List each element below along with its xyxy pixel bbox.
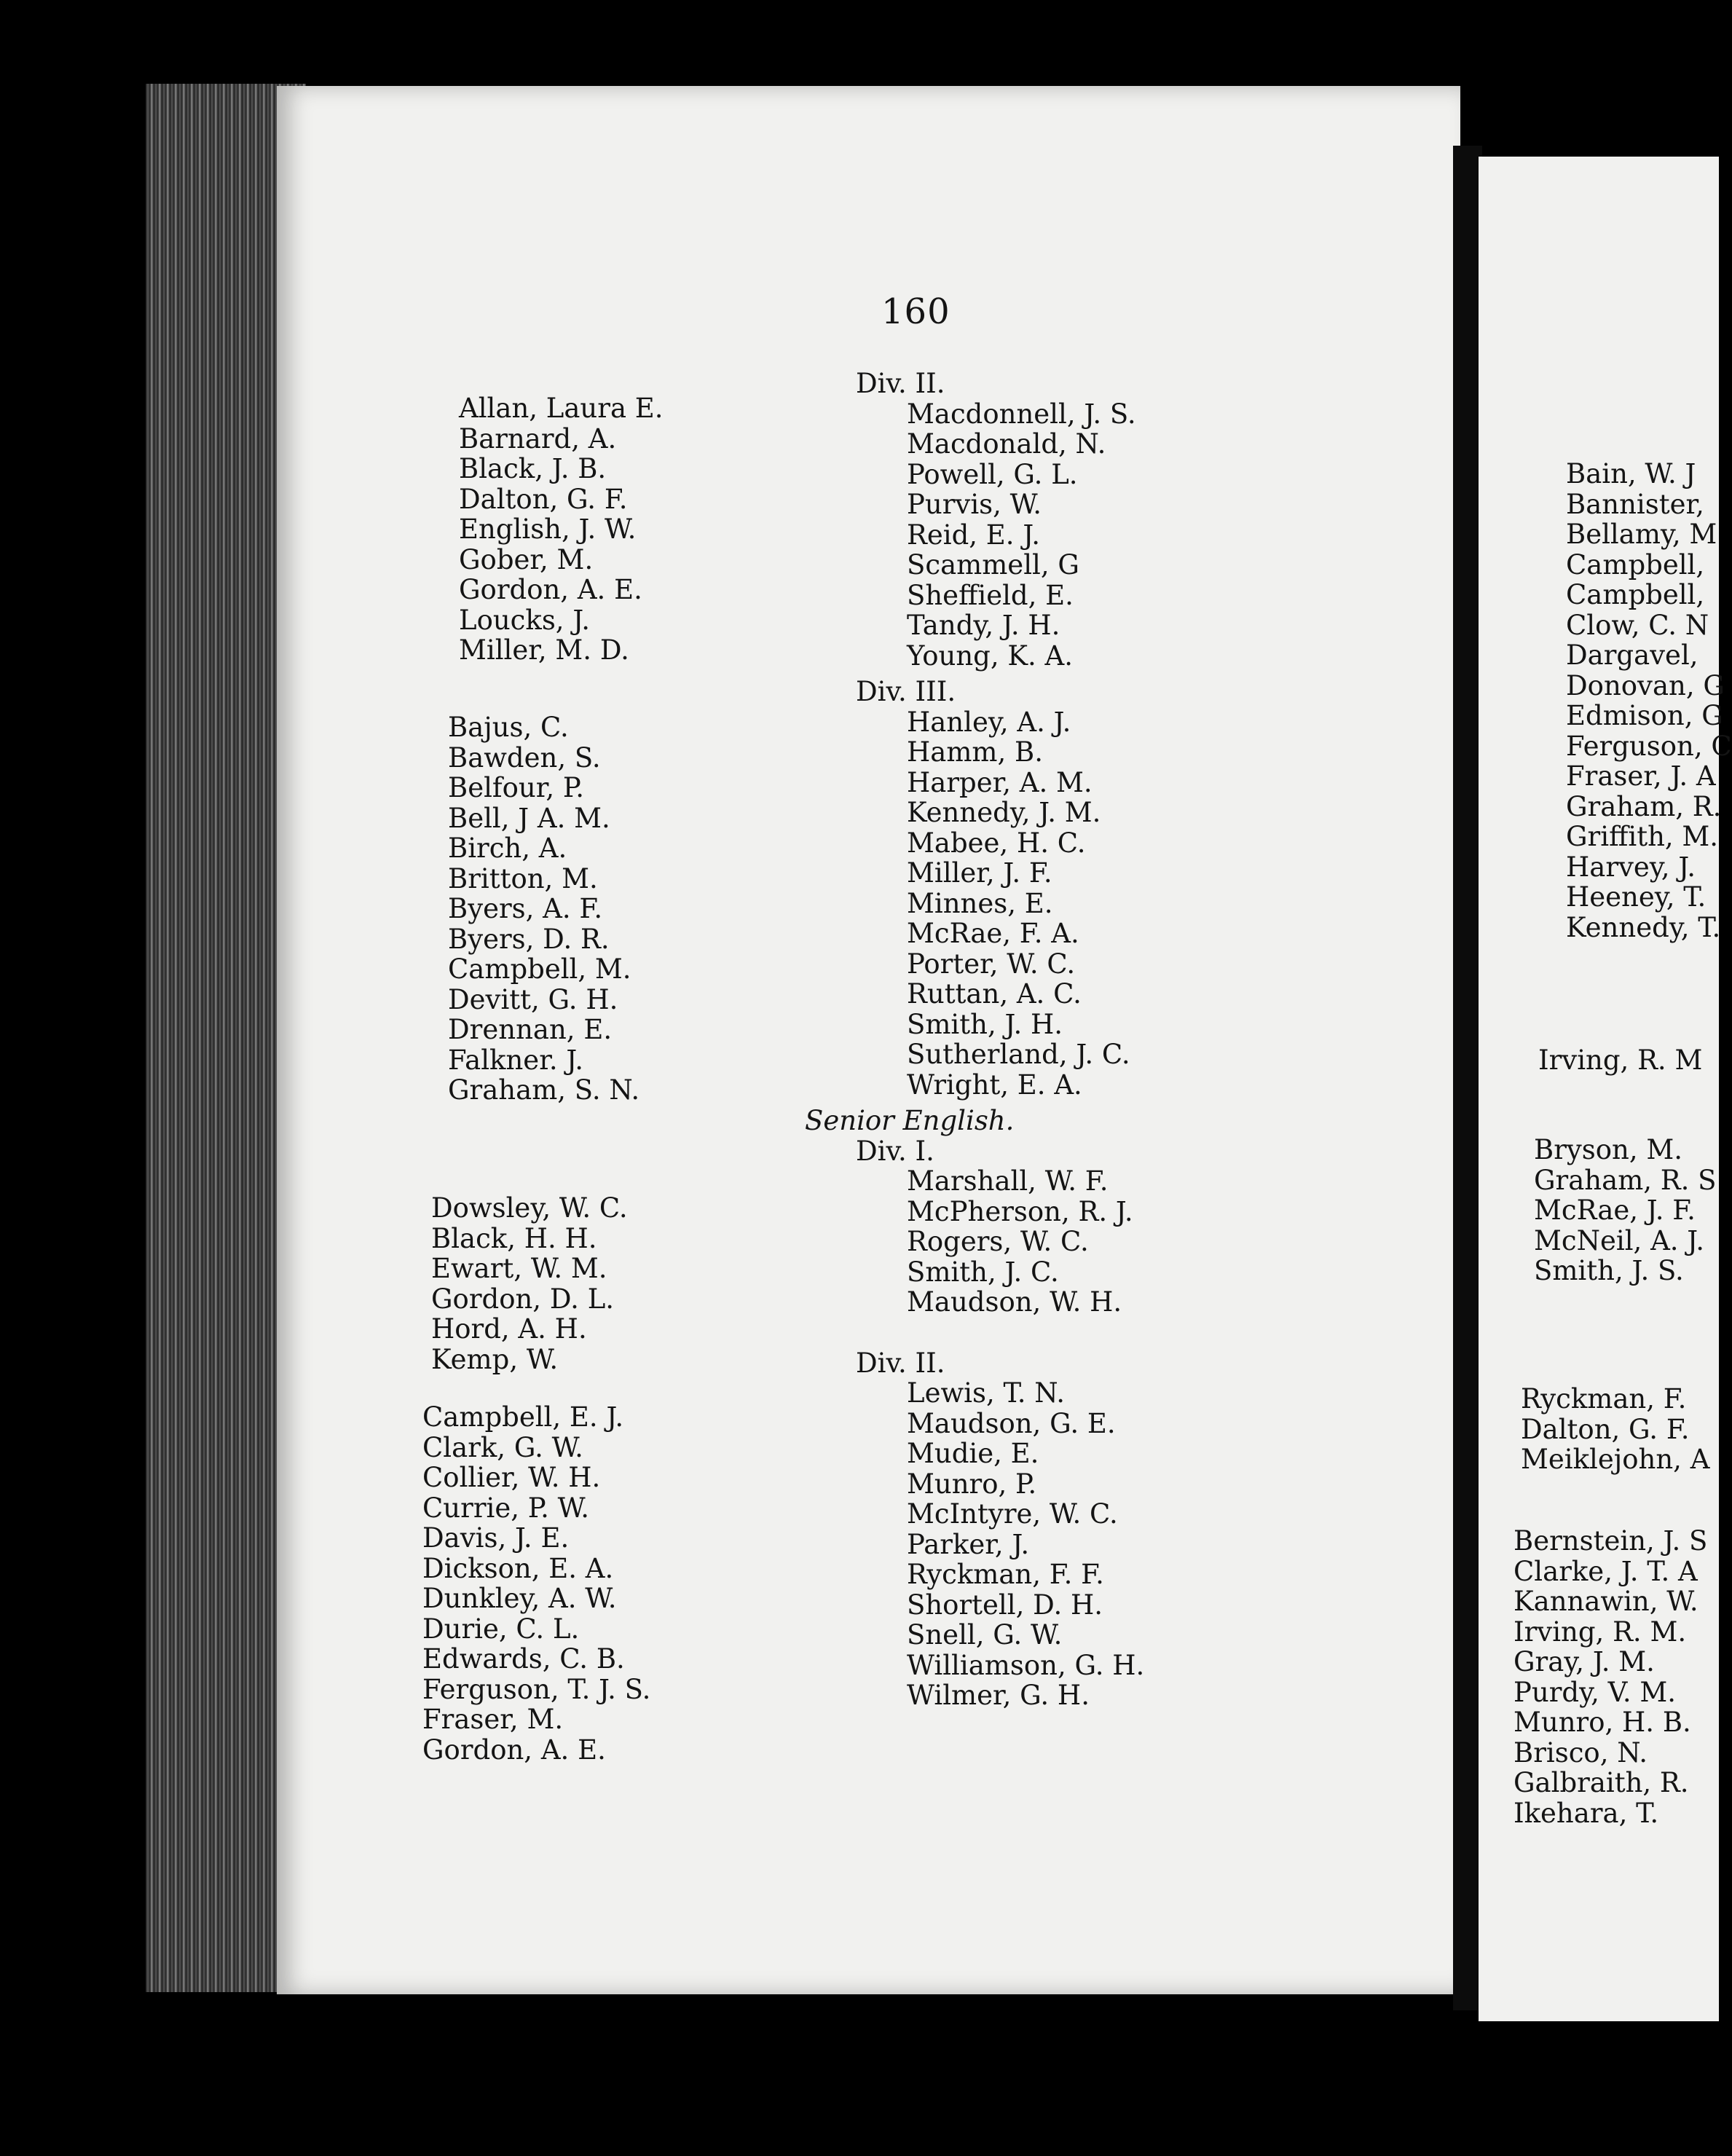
name-entry: Bernstein, J. S bbox=[1513, 1525, 1708, 1557]
name-entry: Currie, P. W. bbox=[422, 1492, 590, 1524]
name-entry: Meiklejohn, A bbox=[1521, 1444, 1710, 1475]
column-b bbox=[805, 368, 1145, 1711]
name-entry: Lewis, T. N. bbox=[907, 1377, 1066, 1409]
name-entry: Bellamy, M bbox=[1566, 519, 1717, 550]
name-entry: Collier, W. H. bbox=[422, 1462, 601, 1493]
name-entry: Purvis, W. bbox=[907, 489, 1042, 520]
column-a-group2 bbox=[448, 712, 639, 1106]
name-entry: Snell, G. W. bbox=[907, 1619, 1063, 1651]
name-entry: Kennedy, T. bbox=[1566, 911, 1721, 943]
name-entry: Irving, R. M bbox=[1538, 1044, 1703, 1076]
name-entry: Ruttan, A. C. bbox=[907, 978, 1082, 1010]
name-entry: Miller, M. D. bbox=[459, 634, 629, 666]
name-entry: Wilmer, G. H. bbox=[907, 1680, 1090, 1711]
name-list bbox=[1534, 1135, 1717, 1286]
name-entry: Devitt, G. H. bbox=[448, 983, 618, 1015]
name-entry: Clarke, J. T. A bbox=[1513, 1555, 1698, 1587]
name-entry: Campbell, bbox=[1566, 548, 1705, 581]
name-entry: Graham, S. N. bbox=[448, 1074, 640, 1106]
name-entry: Hanley, A. J. bbox=[907, 706, 1071, 738]
name-entry: Mudie, E. bbox=[907, 1438, 1039, 1469]
name-entry: Macdonald, N. bbox=[907, 428, 1106, 460]
name-entry: Bain, W. J bbox=[1566, 458, 1696, 489]
name-entry: Gordon, A. E. bbox=[459, 574, 642, 605]
column-c-group2 bbox=[1538, 1045, 1702, 1076]
name-entry: Davis, J. E. bbox=[422, 1522, 570, 1554]
name-entry: Barnard, A. bbox=[459, 422, 617, 455]
name-list bbox=[907, 707, 1144, 1101]
name-entry: Hord, A. H. bbox=[431, 1313, 587, 1345]
name-entry: Birch, A. bbox=[448, 833, 567, 864]
name-list bbox=[907, 399, 1144, 672]
name-entry: Ikehara, T. bbox=[1513, 1797, 1659, 1829]
name-entry: Kennedy, J. M. bbox=[907, 797, 1101, 828]
name-entry: Young, K. A. bbox=[907, 640, 1073, 672]
name-entry: Fraser, J. A bbox=[1566, 760, 1716, 792]
name-entry: Bannister, bbox=[1566, 488, 1704, 520]
column-c-group4 bbox=[1521, 1384, 1709, 1475]
division-heading: Div. II. bbox=[856, 1347, 945, 1379]
name-entry: Smith, J. H. bbox=[907, 1008, 1063, 1040]
name-entry: Scammell, G bbox=[907, 549, 1079, 581]
name-entry: McPherson, R. J. bbox=[907, 1195, 1133, 1227]
name-entry: Powell, G. L. bbox=[907, 458, 1078, 490]
name-entry: Wright, E. A. bbox=[907, 1069, 1082, 1101]
name-entry: Loucks, J. bbox=[459, 604, 591, 636]
name-entry: Dargavel, bbox=[1566, 640, 1698, 671]
name-entry: Tandy, J. H. bbox=[907, 610, 1060, 641]
name-entry: Macdonnell, J. S. bbox=[907, 398, 1136, 430]
division-heading: Div. II. bbox=[856, 368, 945, 399]
division-heading: Div. III. bbox=[856, 676, 956, 707]
name-entry: Ferguson, C bbox=[1566, 730, 1732, 762]
name-entry: Hamm, B. bbox=[907, 736, 1043, 768]
page-number: 160 bbox=[881, 291, 950, 332]
name-entry: Sutherland, J. C. bbox=[907, 1039, 1130, 1070]
name-list bbox=[422, 1402, 650, 1765]
name-entry: Byers, A. F. bbox=[448, 893, 603, 924]
name-entry: Britton, M. bbox=[448, 862, 598, 894]
name-entry: Bryson, M. bbox=[1534, 1134, 1683, 1165]
name-entry: Heeney, T. bbox=[1566, 881, 1707, 913]
name-entry: Gober, M. bbox=[459, 543, 594, 575]
name-entry: Griffith, M. bbox=[1566, 821, 1719, 852]
name-entry: Maudson, W. H. bbox=[907, 1286, 1122, 1318]
name-entry: Smith, J. S. bbox=[1534, 1255, 1684, 1286]
name-entry: Ryckman, F. bbox=[1521, 1383, 1687, 1415]
name-list bbox=[907, 1166, 1144, 1318]
name-entry: Graham, R. S bbox=[1534, 1164, 1717, 1196]
name-entry: McRae, F. A. bbox=[907, 918, 1079, 949]
name-entry: Gordon, A. E. bbox=[422, 1734, 606, 1766]
name-entry: Drennan, E. bbox=[448, 1014, 613, 1045]
name-entry: Bell, J A. M. bbox=[448, 802, 610, 834]
name-entry: Edwards, C. B. bbox=[422, 1643, 625, 1675]
name-list bbox=[1521, 1384, 1709, 1475]
name-entry: Harper, A. M. bbox=[907, 766, 1093, 798]
name-entry: McIntyre, W. C. bbox=[907, 1498, 1118, 1530]
name-entry: Ferguson, T. J. S. bbox=[422, 1673, 651, 1705]
division-heading: Div. I. bbox=[856, 1135, 934, 1167]
name-entry: Fraser, M. bbox=[422, 1704, 564, 1735]
name-entry: Irving, R. M. bbox=[1513, 1616, 1687, 1648]
name-entry: Dickson, E. A. bbox=[422, 1552, 614, 1584]
name-entry: Campbell, M. bbox=[448, 953, 631, 985]
name-entry: Kemp, W. bbox=[431, 1343, 559, 1375]
name-entry: Byers, D. R. bbox=[448, 923, 610, 955]
name-entry: Allan, Laura E. bbox=[459, 393, 664, 424]
name-list bbox=[1538, 1045, 1702, 1076]
name-entry: Kannawin, W. bbox=[1513, 1586, 1698, 1617]
column-a bbox=[459, 393, 664, 666]
name-entry: Reid, E. J. bbox=[907, 519, 1041, 551]
name-entry: Porter, W. C. bbox=[907, 948, 1076, 980]
name-entry: Minnes, E. bbox=[907, 887, 1053, 919]
name-entry: Bajus, C. bbox=[448, 712, 569, 743]
name-entry: Galbraith, R. bbox=[1513, 1767, 1689, 1798]
column-c-group3 bbox=[1534, 1135, 1717, 1286]
name-entry: Maudson, G. E. bbox=[907, 1407, 1116, 1439]
name-entry: Black, J. B. bbox=[459, 453, 607, 484]
name-entry: Williamson, G. H. bbox=[907, 1649, 1145, 1681]
column-c-group5 bbox=[1513, 1526, 1707, 1828]
section-heading: Senior English. bbox=[805, 1105, 1015, 1136]
name-entry: Belfour, P. bbox=[448, 772, 585, 803]
name-entry: Ewart, W. M. bbox=[431, 1253, 607, 1284]
name-entry: Edmison, G bbox=[1566, 700, 1723, 731]
name-list bbox=[431, 1193, 628, 1374]
column-a-group3 bbox=[431, 1193, 628, 1374]
name-entry: Campbell, E. J. bbox=[422, 1401, 624, 1433]
name-entry: Falkner. J. bbox=[448, 1044, 584, 1076]
name-entry: Clark, G. W. bbox=[422, 1431, 583, 1463]
name-entry: Dowsley, W. C. bbox=[431, 1192, 628, 1224]
name-entry: Clow, C. N bbox=[1566, 609, 1709, 641]
name-entry: Munro, P. bbox=[907, 1468, 1037, 1500]
name-entry: Donovan, G bbox=[1566, 669, 1725, 701]
name-entry: Campbell, bbox=[1566, 579, 1705, 610]
column-c bbox=[1566, 459, 1732, 943]
name-entry: Shortell, D. H. bbox=[907, 1589, 1103, 1621]
name-list bbox=[459, 393, 664, 666]
name-entry: Sheffield, E. bbox=[907, 579, 1074, 611]
name-entry: McNeil, A. J. bbox=[1534, 1224, 1705, 1256]
name-entry: Bawden, S. bbox=[448, 741, 601, 774]
name-list bbox=[448, 712, 639, 1106]
name-list bbox=[907, 1378, 1144, 1711]
name-entry: Smith, J. C. bbox=[907, 1256, 1059, 1288]
name-entry: Munro, H. B. bbox=[1513, 1707, 1691, 1738]
name-entry: Purdy, V. M. bbox=[1513, 1676, 1677, 1708]
name-entry: Durie, C. L. bbox=[422, 1613, 580, 1645]
name-entry: Black, H. H. bbox=[431, 1222, 597, 1254]
name-list bbox=[1513, 1526, 1707, 1828]
name-entry: Gray, J. M. bbox=[1513, 1646, 1655, 1677]
name-entry: Rogers, W. C. bbox=[907, 1226, 1089, 1257]
name-entry: Marshall, W. F. bbox=[907, 1165, 1109, 1197]
name-entry: Brisco, N. bbox=[1513, 1736, 1648, 1769]
name-entry: Dunkley, A. W. bbox=[422, 1583, 617, 1614]
name-entry: Ryckman, F. F. bbox=[907, 1559, 1104, 1590]
name-entry: Miller, J. F. bbox=[907, 857, 1052, 889]
name-entry: Gordon, D. L. bbox=[431, 1283, 615, 1315]
name-entry: Dalton, G. F. bbox=[459, 483, 628, 515]
name-entry: Mabee, H. C. bbox=[907, 827, 1086, 859]
name-entry: English, J. W. bbox=[459, 514, 637, 545]
name-entry: Dalton, G. F. bbox=[1521, 1413, 1690, 1445]
name-entry: McRae, J. F. bbox=[1534, 1195, 1696, 1226]
name-list bbox=[1566, 459, 1732, 943]
book-gutter bbox=[1453, 146, 1482, 2010]
name-entry: Harvey, J. bbox=[1566, 851, 1696, 883]
name-entry: Graham, R. bbox=[1566, 790, 1722, 822]
column-a-group4 bbox=[422, 1402, 650, 1765]
name-entry: Parker, J. bbox=[907, 1528, 1030, 1560]
